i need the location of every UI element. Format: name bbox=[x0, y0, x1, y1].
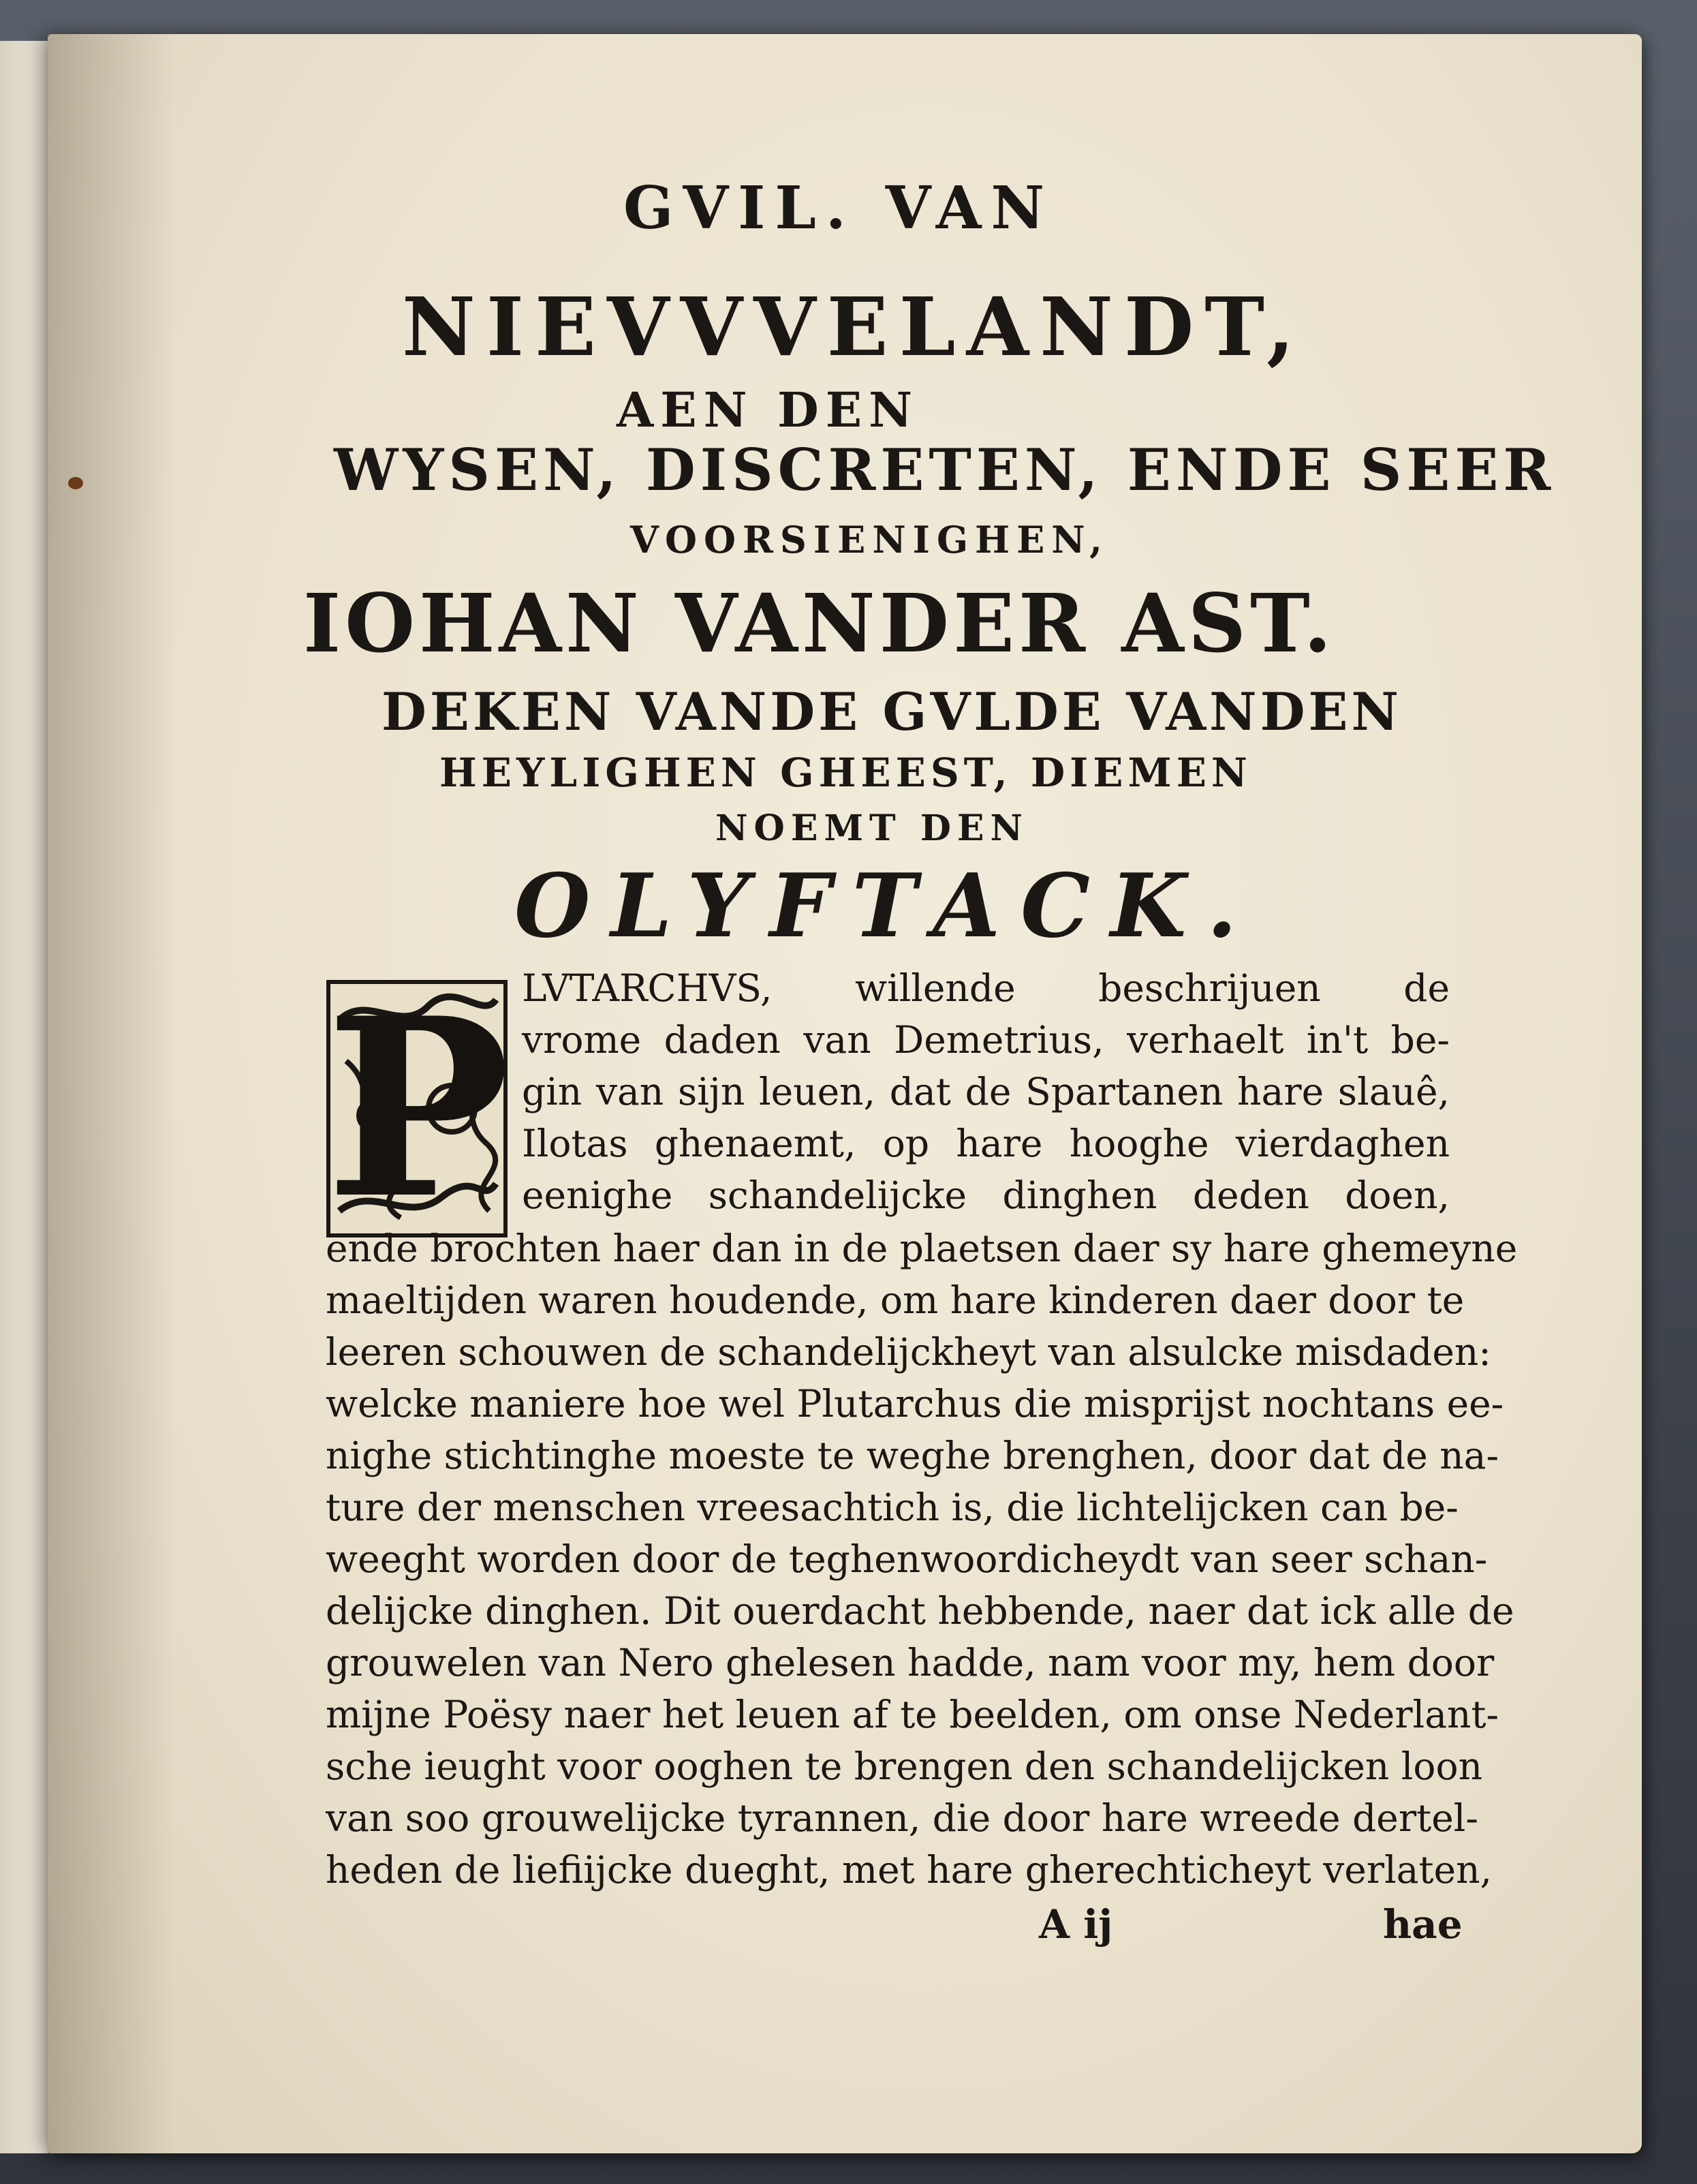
body-line: leeren schouwen de schandelijckheyt van alsulcke misdaden: bbox=[326, 1330, 1491, 1374]
body-line: vrome daden van Demetrius, verhaelt in't be- bbox=[522, 1018, 1450, 1062]
catchword: hae bbox=[1383, 1901, 1463, 1948]
gutter-shadow bbox=[48, 34, 177, 2153]
body-line: grouwelen van Nero ghelesen hadde, nam voor my, hem door bbox=[326, 1641, 1495, 1685]
body-line: sche ieught voor ooghen te brengen den schandelijcken loon bbox=[326, 1744, 1483, 1788]
heading-line-1: GVIL. VAN bbox=[623, 174, 1055, 243]
body-line: heden de liefiijcke dueght, met hare gherechticheyt verlaten, bbox=[326, 1848, 1493, 1892]
body-line: gin van sijn leuen, dat de Spartanen hare slauê, bbox=[522, 1070, 1450, 1113]
body-line: weeght worden door de teghenwoordicheydt van seer schan- bbox=[326, 1537, 1488, 1581]
heading-line-8: HEYLIGHEN GHEEST, DIEMEN bbox=[439, 750, 1252, 796]
body-line: maeltijden waren houdende, om hare kinderen daer door te bbox=[326, 1278, 1465, 1322]
heading-line-10: OLYFTACK. bbox=[514, 855, 1258, 957]
ink-stain bbox=[68, 477, 83, 489]
body-line: van soo grouwelijcke tyrannen, die door hare wreede dertel- bbox=[326, 1796, 1478, 1840]
heading-line-4: WYSEN, DISCRETEN, ENDE SEER bbox=[334, 436, 1556, 504]
body-line: Ilotas ghenaemt, op hare hooghe vierdaghen bbox=[522, 1122, 1450, 1165]
heading-line-7: DEKEN VANDE GVLDE VANDEN bbox=[382, 681, 1402, 742]
heading-line-3: AEN DEN bbox=[617, 382, 920, 438]
body-line: ture der menschen vreesachtich is, die lichtelijcken can be- bbox=[326, 1486, 1459, 1529]
body-line: ende brochten haer dan in de plaetsen daer sy hare ghemeyne bbox=[326, 1227, 1518, 1270]
body-line: delijcke dinghen. Dit ouerdacht hebbende, naer dat ick alle de bbox=[326, 1589, 1514, 1633]
heading-line-5: VOORSIENIGHEN, bbox=[630, 518, 1109, 562]
body-line: nighe stichtinghe moeste te weghe brenghen, door dat de na- bbox=[326, 1434, 1499, 1477]
heading-line-6: IOHAN VANDER AST. bbox=[303, 576, 1336, 671]
body-line: LVTARCHVS, willende beschrijuen de bbox=[522, 966, 1450, 1010]
drop-cap-letter: P bbox=[326, 964, 510, 1252]
body-line: mijne Poësy naer het leuen af te beelden, om onse Nederlant- bbox=[326, 1693, 1499, 1736]
heading-line-2: NIEVVVELANDT, bbox=[402, 279, 1306, 374]
body-line: eenighe schandelijcke dinghen deden doen, bbox=[522, 1173, 1450, 1217]
heading-line-9: NOEMT DEN bbox=[715, 808, 1029, 849]
body-line: welcke maniere hoe wel Plutarchus die misprijst nochtans ee- bbox=[326, 1382, 1504, 1426]
decorated-initial bbox=[326, 964, 510, 1252]
signature-mark: A ij bbox=[1039, 1901, 1113, 1948]
